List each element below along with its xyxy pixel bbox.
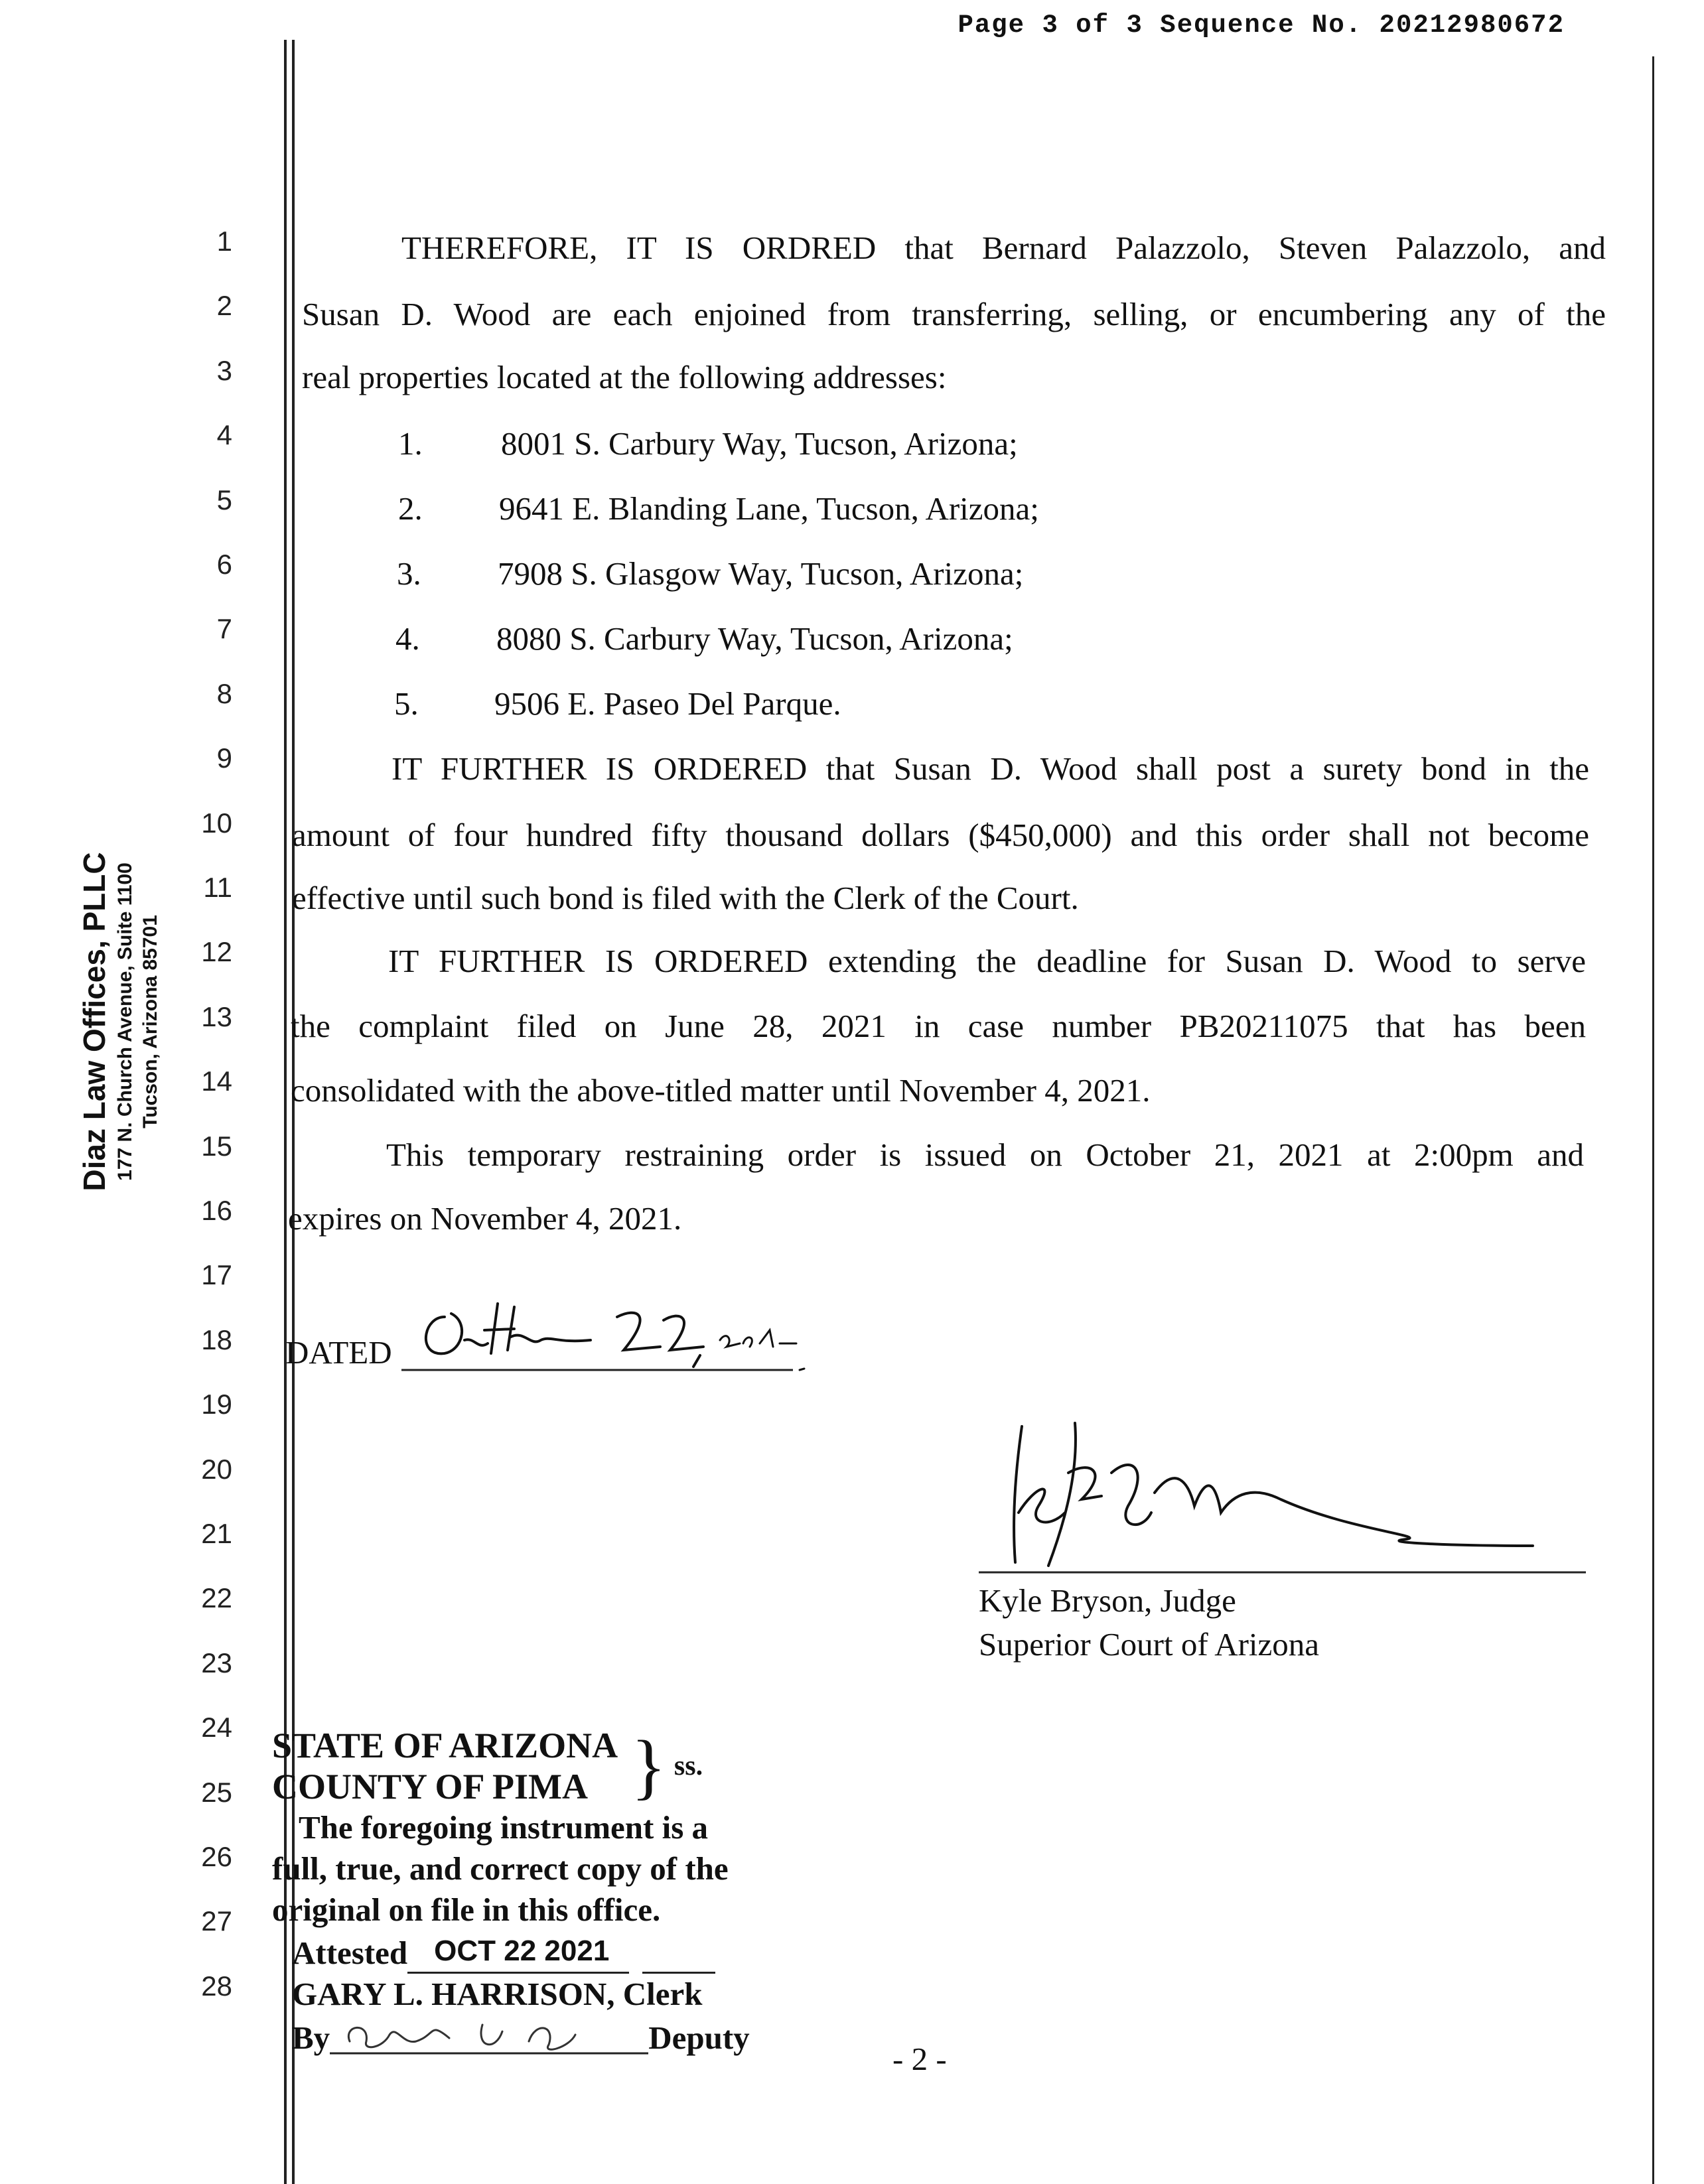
dated-label: DATED — [285, 1334, 392, 1371]
line-number: 2 — [216, 290, 232, 322]
line-number: 22 — [201, 1582, 232, 1614]
line-number: 9 — [216, 742, 232, 774]
judge-signature-block — [979, 1579, 1319, 1667]
order-para3-line2: the complaint filed on June 28, 2021 in case number PB20211075 that has been — [291, 1008, 1586, 1044]
law-firm-sidebar — [76, 852, 163, 1191]
line-number: 5 — [216, 484, 232, 515]
property-2-address: 9641 E. Blanding Lane, Tucson, Arizona; — [499, 490, 1039, 527]
line-number: 28 — [201, 1970, 232, 2002]
property-3-address: 7908 S. Glasgow Way, Tucson, Arizona; — [498, 555, 1024, 592]
order-para1-line2: Susan D. Wood are each enjoined from transferring, selling, or encumbering any of the — [302, 296, 1606, 332]
order-para2-line1: IT FURTHER IS ORDERED that Susan D. Wood shall post a surety bond in the — [391, 750, 1589, 787]
line-number: 19 — [201, 1389, 232, 1420]
judge-signature — [975, 1413, 1639, 1586]
stamp-attested-date: OCT 22 2021 — [407, 1931, 629, 1974]
stamp-state: STATE OF ARIZONA — [272, 1726, 618, 1765]
property-4-number: 4. — [395, 620, 420, 657]
line-number: 8 — [216, 677, 232, 709]
line-number: 14 — [201, 1065, 232, 1097]
stamp-deputy-label: Deputy — [648, 2019, 750, 2056]
stamp-line2: full, true, and correct copy of the — [272, 1850, 729, 1887]
firm-name: Diaz Law Offices, PLLC — [77, 852, 111, 1192]
line-number: 23 — [201, 1647, 232, 1678]
stamp-attested-label: Attested — [292, 1935, 408, 1971]
line-number: 26 — [201, 1841, 232, 1872]
line-number: 10 — [201, 807, 232, 839]
order-para3-line1: IT FURTHER IS ORDERED extending the deadline for Susan D. Wood to serve — [388, 943, 1586, 979]
order-para1-line1: THEREFORE, IT IS ORDRED that Bernard Palazzolo, Steven Palazzolo, and — [401, 230, 1606, 266]
order-para4-line2: expires on November 4, 2021. — [288, 1200, 682, 1237]
line-number: 21 — [201, 1518, 232, 1549]
clerk-certification-stamp — [272, 1725, 816, 2059]
line-number: 16 — [201, 1195, 232, 1226]
stamp-ss: ss. — [674, 1751, 703, 1781]
deputy-signature — [330, 2015, 648, 2059]
line-number: 6 — [216, 549, 232, 580]
line-number: 3 — [216, 354, 232, 386]
stamp-clerk: GARY L. HARRISON, Clerk — [292, 1976, 703, 2012]
order-para3-line3: consolidated with the above-titled matter until November 4, 2021. — [291, 1072, 1151, 1109]
line-number: 12 — [201, 936, 232, 968]
handwritten-date-signature — [398, 1277, 810, 1390]
property-2-number: 2. — [398, 490, 423, 527]
order-para4-line1: This temporary restraining order is issued on October 21, 2021 at 2:00pm and — [386, 1136, 1584, 1173]
stamp-line3: original on file in this office. — [272, 1891, 661, 1928]
judge-court: Superior Court of Arizona — [979, 1626, 1320, 1663]
line-number: 4 — [216, 419, 232, 451]
line-number: 20 — [201, 1453, 232, 1485]
line-number: 1 — [216, 226, 232, 257]
property-1-number: 1. — [398, 425, 423, 462]
order-para2-line2: amount of four hundred fifty thousand dollars ($450,000) and this order shall not become — [292, 817, 1589, 853]
stamp-brace: } — [631, 1726, 666, 1807]
stamp-county: COUNTY OF PIMA — [272, 1767, 588, 1807]
property-4-address: 8080 S. Carbury Way, Tucson, Arizona; — [496, 620, 1013, 657]
line-number: 13 — [201, 1000, 232, 1032]
page-number: - 2 - — [892, 2041, 947, 2077]
firm-address-line1: 177 N. Church Avenue, Suite 1100 — [114, 862, 136, 1181]
order-para1-line3: real properties located at the following addresses: — [302, 359, 947, 395]
line-number: 11 — [203, 872, 232, 903]
right-margin-rule — [1652, 56, 1654, 2184]
line-number: 18 — [201, 1324, 232, 1355]
line-number: 24 — [201, 1712, 232, 1743]
line-number: 27 — [201, 1905, 232, 1937]
property-1-address: 8001 S. Carbury Way, Tucson, Arizona; — [501, 425, 1018, 462]
property-5-address: 9506 E. Paseo Del Parque. — [494, 685, 841, 722]
page-sequence-header: Page 3 of 3 Sequence No. 20212980672 — [958, 11, 1565, 40]
stamp-line1: The foregoing instrument is a — [299, 1809, 709, 1846]
property-3-number: 3. — [397, 555, 421, 592]
line-number: 7 — [216, 613, 232, 645]
line-number: 25 — [201, 1776, 232, 1808]
firm-address-line2: Tucson, Arizona 85701 — [139, 915, 161, 1128]
judge-name: Kyle Bryson, Judge — [979, 1582, 1236, 1619]
line-number: 15 — [201, 1130, 232, 1162]
stamp-by-label: By — [292, 2019, 330, 2056]
property-5-number: 5. — [394, 685, 419, 722]
order-para2-line3: effective until such bond is filed with the Clerk of the Court. — [292, 880, 1079, 916]
line-number: 17 — [201, 1259, 232, 1291]
